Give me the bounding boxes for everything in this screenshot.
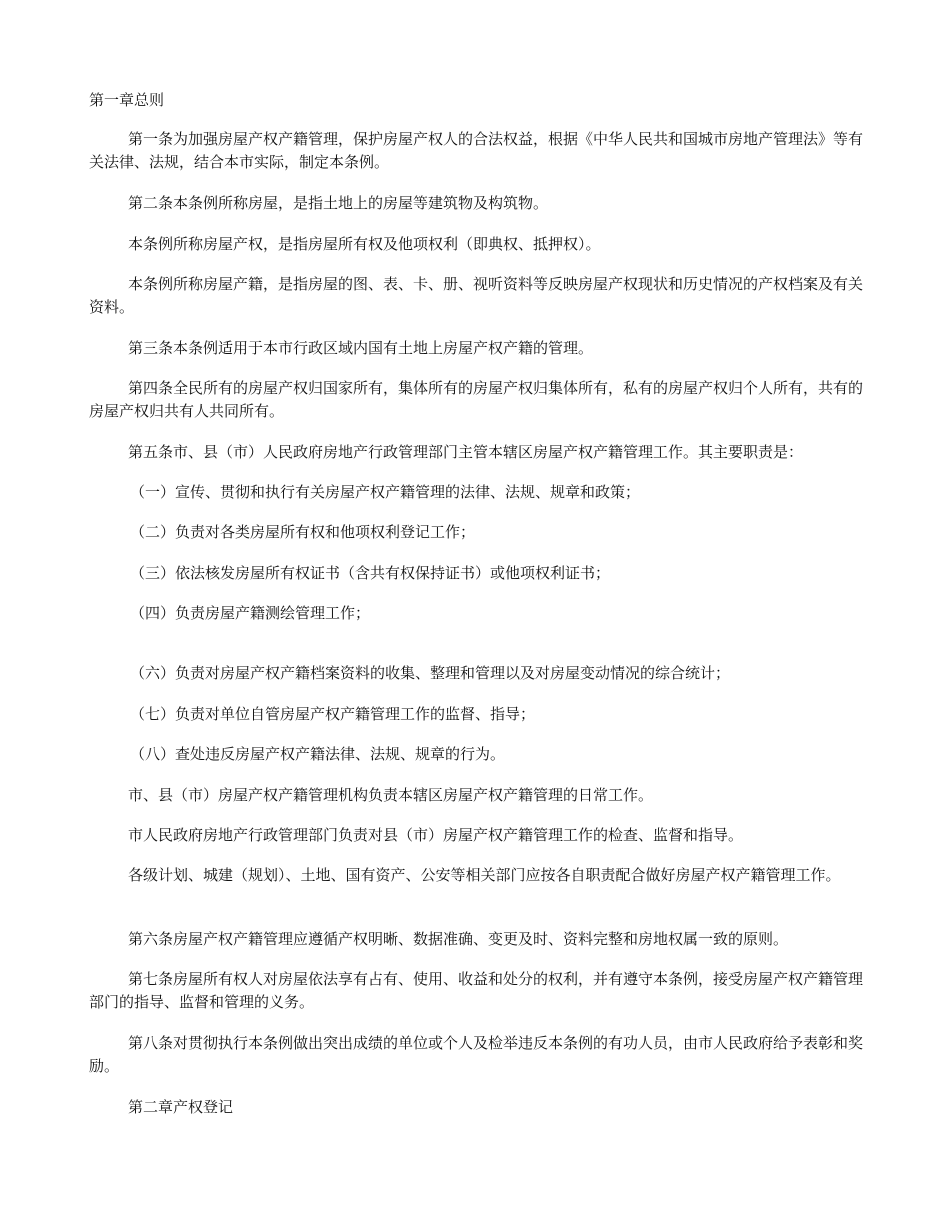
duty-item-2: （二）负责对各类房屋所有权和他项权利登记工作； <box>130 523 476 541</box>
property-rights-definition-paragraph: 本条例所称房屋产权，是指房屋所有权及他项权利（即典权、抵押权）。 <box>128 235 601 253</box>
duty-item-3: （三）依法核发房屋所有权证书（含共有权保持证书）或他项权利证书； <box>130 564 611 582</box>
duty-item-6: （六）负责对房屋产权产籍档案资料的收集、整理和管理以及对房屋变动情况的综合统计； <box>130 664 731 682</box>
article-2-paragraph: 第二条本条例所称房屋，是指土地上的房屋等建筑物及构筑物。 <box>128 194 549 212</box>
duty-item-7: （七）负责对单位自管房屋产权产籍管理工作的监督、指导； <box>130 705 536 723</box>
article-4-paragraph: 第四条全民所有的房屋产权归国家所有，集体所有的房屋产权归集体所有，私有的房屋产权归个人所有，共有的房屋产权归共有人共同所有。 <box>89 379 864 420</box>
property-records-definition-paragraph: 本条例所称房屋产籍，是指房屋的图、表、卡、册、视听资料等反映房屋产权现状和历史情况的产权档案及有关资料。 <box>89 275 864 316</box>
duty-item-1: （一）宣传、贯彻和执行有关房屋产权产籍管理的法律、法规、规章和政策； <box>130 483 641 501</box>
chapter-1-heading: 第一章总则 <box>89 91 165 109</box>
cooperation-paragraph: 各级计划、城建（规划）、土地、国有资产、公安等相关部门应按各自职责配合做好房屋产权产籍管理工作。 <box>128 866 841 884</box>
management-agency-paragraph: 市、县（市）房屋产权产籍管理机构负责本辖区房屋产权产籍管理的日常工作。 <box>128 786 654 804</box>
article-5-paragraph: 第五条市、县（市）人民政府房地产行政管理部门主管本辖区房屋产权产籍管理工作。其主要职责是： <box>128 443 804 461</box>
article-6-paragraph: 第六条房屋产权产籍管理应遵循产权明晰、数据准确、变更及时、资料完整和房地权属一致的原则。 <box>128 930 789 948</box>
duty-item-4: （四）负责房屋产籍测绘管理工作； <box>130 604 371 622</box>
article-7-paragraph: 第七条房屋所有权人对房屋依法享有占有、使用、收益和处分的权利，并有遵守本条例，接受房屋产权产籍管理部门的指导、监督和管理的义务。 <box>89 970 864 1011</box>
chapter-2-heading: 第二章产权登记 <box>128 1098 234 1116</box>
article-3-paragraph: 第三条本条例适用于本市行政区域内国有土地上房屋产权产籍的管理。 <box>128 339 594 357</box>
supervision-paragraph: 市人民政府房地产行政管理部门负责对县（市）房屋产权产籍管理工作的检查、监督和指导。 <box>128 826 744 844</box>
article-1-paragraph: 第一条为加强房屋产权产籍管理，保护房屋产权人的合法权益，根据《中华人民共和国城市房地产管理法》等有关法律、法规，结合本市实际，制定本条例。 <box>89 130 864 171</box>
article-8-paragraph: 第八条对贯彻执行本条例做出突出成绩的单位或个人及检举违反本条例的有功人员，由市人民政府给予表彰和奖励。 <box>89 1034 864 1075</box>
duty-item-8: （八）查处违反房屋产权产籍法律、法规、规章的行为。 <box>130 745 506 763</box>
